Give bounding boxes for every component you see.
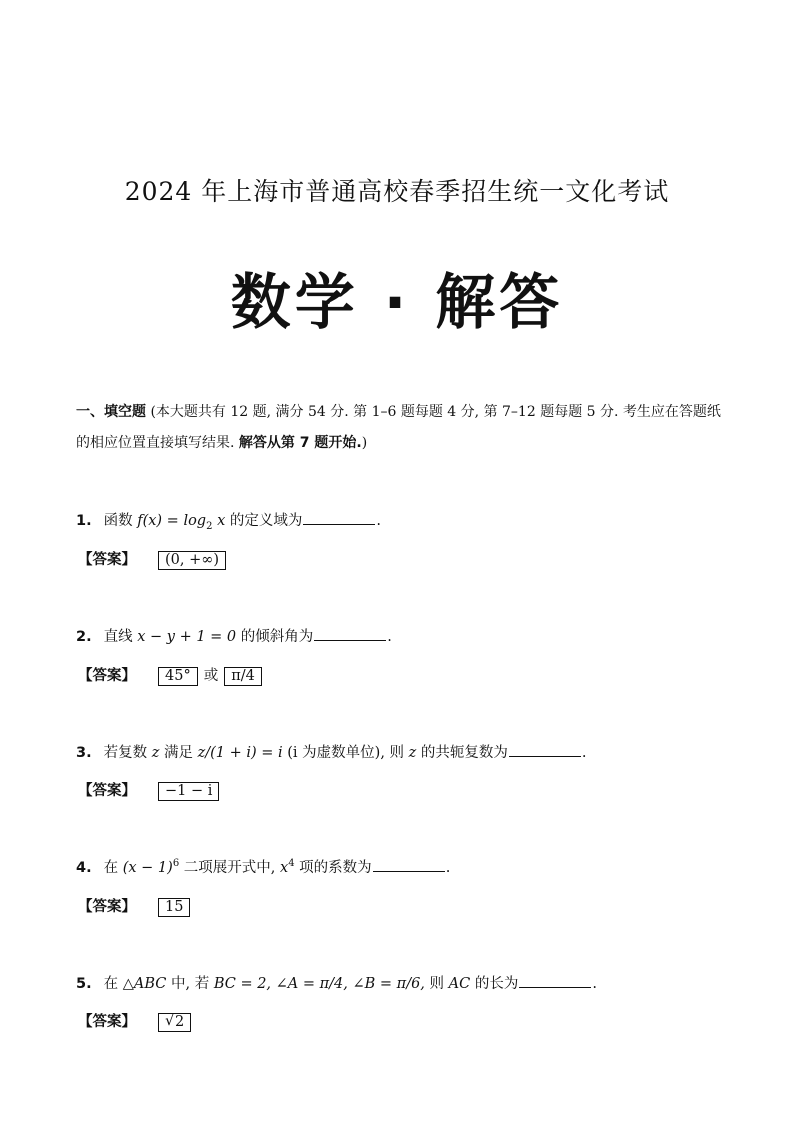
- question-text: (i 为虚数单位), 则: [282, 745, 409, 761]
- question-end: .: [387, 629, 392, 645]
- answer-or: 或: [203, 668, 219, 684]
- answer-blank: [373, 857, 445, 872]
- answer-label: 【答案】: [78, 668, 136, 684]
- page-title: 数学 · 解答: [230, 268, 564, 338]
- answer-label: 【答案】: [78, 899, 136, 915]
- math-expression: ABC: [133, 976, 167, 992]
- question-number: 2.: [76, 629, 92, 645]
- math-expression: f(x) = log: [137, 513, 207, 529]
- question-text: 函数: [103, 513, 138, 529]
- question-4: [76, 856, 450, 877]
- answer-5: [78, 1010, 191, 1032]
- question-2: [76, 625, 392, 646]
- section-description: (本大题共有 12 题, 满分 54 分. 第 1–6 题每题 4 分, 第 7–12 题每题 5 分. 考生应在答题纸的相应位置直接填写结果.: [76, 404, 721, 451]
- question-end: .: [376, 513, 381, 529]
- math-expression: z: [151, 745, 160, 761]
- radicand: 2: [175, 1014, 185, 1030]
- radical-sign: √: [165, 1013, 175, 1029]
- question-number: 4.: [76, 860, 92, 876]
- question-text: 的定义域为: [225, 513, 303, 529]
- question-3: [76, 741, 587, 762]
- math-expression: x: [212, 513, 226, 529]
- answer-blank: [509, 742, 581, 757]
- answer-3: [78, 779, 219, 801]
- math-expression: z/(1 + i) = i: [197, 745, 283, 761]
- math-expression: AC: [448, 976, 471, 992]
- answer-box: 15: [158, 898, 190, 917]
- question-number: 5.: [76, 976, 92, 992]
- question-text: 则: [424, 976, 449, 992]
- answer-1: [78, 548, 226, 570]
- answer-blank: [314, 626, 386, 641]
- question-number: 1.: [76, 513, 92, 529]
- question-5: [76, 972, 597, 993]
- question-text: 的长为: [470, 976, 519, 992]
- question-text: 直线: [103, 629, 138, 645]
- section-label: 一、填空题: [76, 404, 146, 420]
- answer-label: 【答案】: [78, 552, 136, 568]
- answer-box: π/4: [224, 667, 262, 686]
- math-expression: BC = 2, ∠A = π/4, ∠B = π/6,: [213, 976, 425, 992]
- section-header: [76, 397, 726, 459]
- section-note: 解答从第 7 题开始.: [238, 435, 362, 451]
- question-text: 满足: [159, 745, 198, 761]
- answer-2: [78, 664, 262, 686]
- question-text: 若复数: [103, 745, 152, 761]
- question-end: .: [581, 745, 587, 761]
- answer-label: 【答案】: [78, 783, 136, 799]
- answer-box: [158, 1013, 191, 1032]
- answer-4: [78, 895, 190, 917]
- question-end: .: [592, 976, 597, 992]
- section-close: ): [361, 435, 368, 451]
- question-text: 在 △: [103, 976, 134, 992]
- math-superscript: 4: [288, 858, 295, 870]
- answer-box: (0, +∞): [158, 551, 226, 570]
- math-expression: x − y + 1 = 0: [137, 629, 237, 645]
- question-text: 在: [103, 860, 123, 876]
- question-text: 的共轭复数为: [416, 745, 508, 761]
- answer-blank: [519, 973, 591, 988]
- question-text: 二项展开式中,: [179, 860, 281, 876]
- question-text: 中, 若: [166, 976, 214, 992]
- math-expression: z: [408, 745, 417, 761]
- question-text: 的倾斜角为: [236, 629, 314, 645]
- math-expression: x: [280, 860, 289, 876]
- exam-title: 2024 年上海市普通高校春季招生统一文化考试: [124, 177, 670, 206]
- answer-box: 45°: [158, 667, 198, 686]
- question-text: 项的系数为: [294, 860, 372, 876]
- question-end: .: [445, 860, 451, 876]
- answer-box: −1 − i: [158, 782, 219, 801]
- math-expression: (x − 1): [122, 860, 173, 876]
- sqrt-expression: [165, 1014, 184, 1030]
- math-superscript: 6: [172, 858, 180, 870]
- answer-blank: [303, 510, 375, 525]
- math-subscript: 2: [206, 520, 213, 532]
- question-1: [76, 509, 381, 532]
- answer-label: 【答案】: [78, 1014, 136, 1030]
- question-number: 3.: [76, 745, 92, 761]
